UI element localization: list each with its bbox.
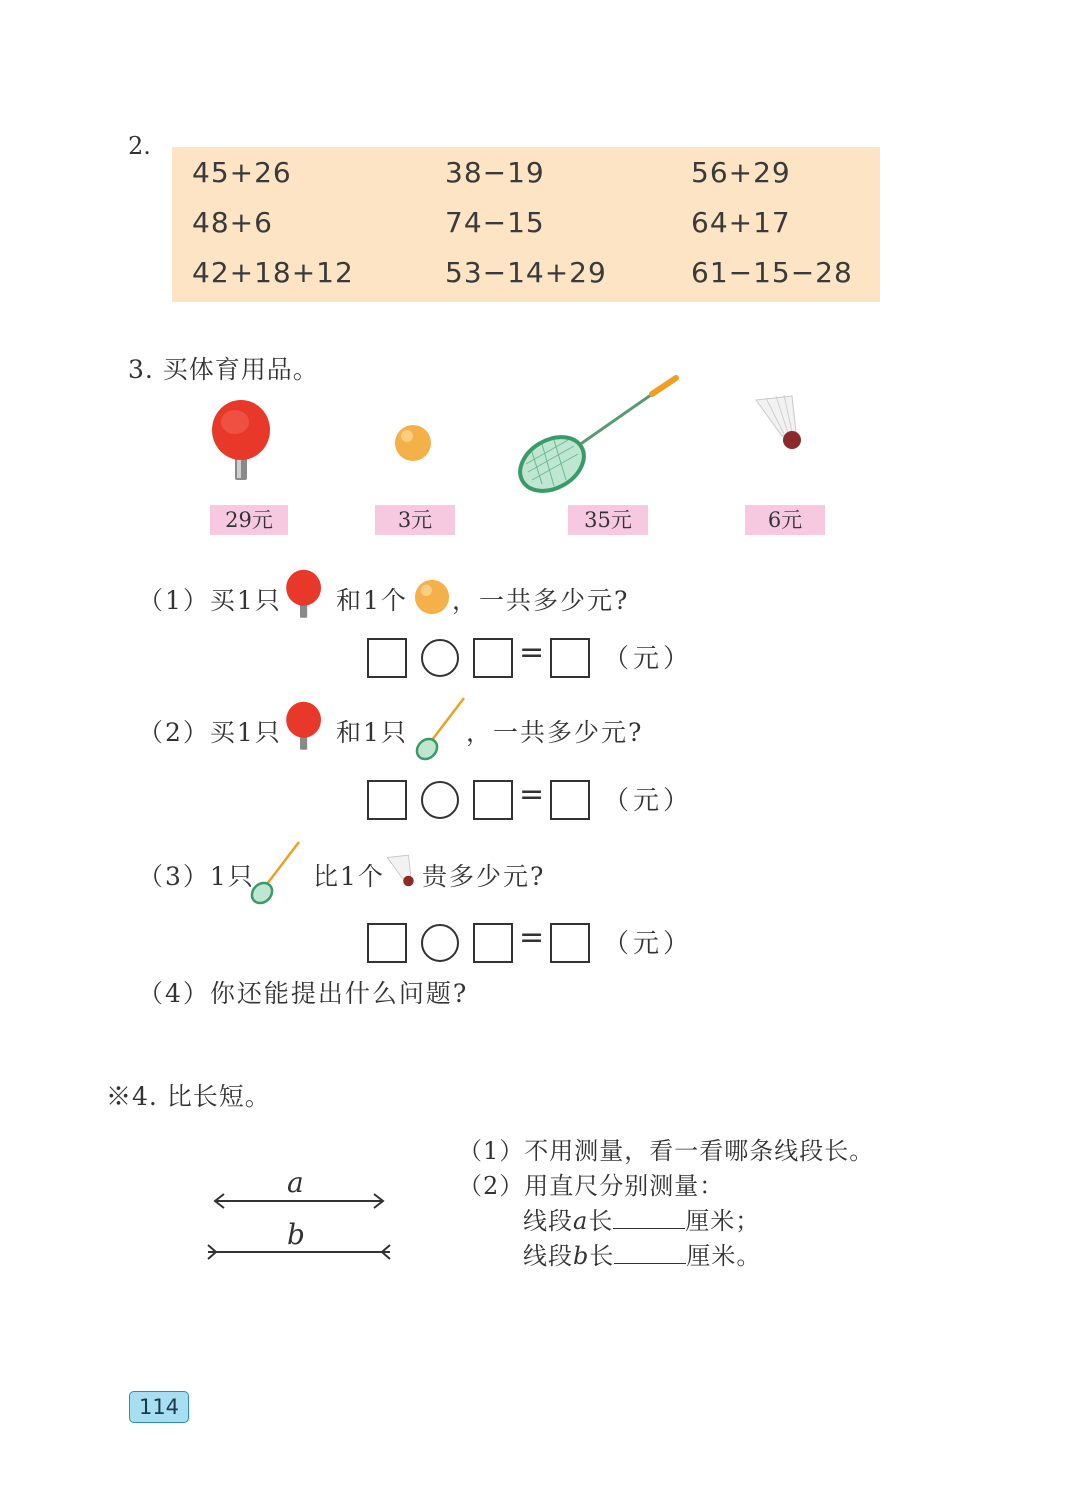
equals-sign: = [519, 920, 545, 955]
ping-pong-paddle-icon [282, 566, 324, 624]
answer-box[interactable] [473, 638, 513, 678]
shuttlecock-icon [385, 852, 419, 890]
price-tag: 29元 [210, 505, 288, 535]
operator-circle[interactable] [421, 924, 459, 962]
segment-b-measure: 线段b长 厘米。 [523, 1242, 762, 1270]
answer-equation-2 [367, 777, 694, 824]
calc-item: 53−14+29 [445, 256, 607, 289]
answer-equation-1 [367, 635, 694, 682]
exercise-3-title: 3. 买体育用品。 [128, 355, 319, 384]
unit-label: （元） [603, 929, 694, 959]
question-3-text-c: 贵多少元? [422, 862, 546, 891]
calc-item: 38−19 [445, 156, 545, 189]
answer-box[interactable] [367, 923, 407, 963]
calc-item: 61−15−28 [691, 256, 853, 289]
question-4-text: （4）你还能提出什么问题? [138, 979, 469, 1008]
badminton-racket-icon [512, 372, 684, 496]
question-1-text-a: （1）买1只 [138, 586, 282, 615]
ping-pong-paddle-icon [282, 698, 324, 756]
calc-item: 45+26 [192, 156, 292, 189]
page-number: 114 [129, 1391, 189, 1423]
segment-a [215, 1194, 383, 1208]
unit-label: （元） [603, 644, 694, 674]
exercise-2-number: 2. [128, 132, 151, 160]
answer-box[interactable] [550, 923, 590, 963]
question-1-text-c: ，一共多少元? [452, 586, 630, 615]
operator-circle[interactable] [421, 639, 459, 677]
badminton-racket-icon [412, 694, 468, 764]
question-3-text-b: 比1个 [313, 862, 385, 891]
answer-box[interactable] [367, 780, 407, 820]
segment-b [208, 1245, 390, 1259]
calc-item: 48+6 [192, 206, 273, 239]
answer-box[interactable] [473, 780, 513, 820]
question-2-text-a: （2）买1只 [138, 718, 282, 747]
price-tag: 6元 [745, 505, 825, 535]
calc-item: 74−15 [445, 206, 545, 239]
answer-blank[interactable] [613, 1210, 685, 1229]
price-tag: 3元 [375, 505, 455, 535]
exercise-4-question-2: （2）用直尺分别测量： [458, 1172, 725, 1200]
answer-equation-3 [367, 920, 694, 967]
equals-sign: = [519, 777, 545, 812]
unit-label: （元） [603, 786, 694, 816]
segment-b-label: b [287, 1218, 306, 1251]
exercise-4-title: ※4. 比长短。 [106, 1082, 271, 1111]
shuttlecock-icon [752, 392, 810, 454]
ping-pong-paddle-icon [205, 398, 275, 486]
question-2-text-c: ，一共多少元? [466, 718, 644, 747]
answer-blank[interactable] [614, 1245, 686, 1264]
comparison-lines [200, 1186, 400, 1262]
ping-pong-ball-icon [393, 423, 433, 463]
answer-box[interactable] [473, 923, 513, 963]
answer-box[interactable] [550, 780, 590, 820]
calculation-box [172, 147, 880, 302]
calc-item: 56+29 [691, 156, 791, 189]
operator-circle[interactable] [421, 781, 459, 819]
answer-box[interactable] [550, 638, 590, 678]
segment-a-measure: 线段a长 厘米； [523, 1207, 761, 1235]
answer-box[interactable] [367, 638, 407, 678]
ping-pong-ball-icon [413, 578, 451, 616]
segment-a-label: a [287, 1166, 305, 1199]
question-1-text-b: 和1个 [336, 586, 408, 615]
calc-item: 64+17 [691, 206, 791, 239]
question-3-text-a: （3）1只 [138, 862, 255, 891]
price-tag: 35元 [568, 505, 648, 535]
calc-item: 42+18+12 [192, 256, 354, 289]
question-2-text-b: 和1只 [336, 718, 408, 747]
equals-sign: = [519, 635, 545, 670]
badminton-racket-icon [247, 838, 303, 908]
exercise-4-question-1: （1）不用测量，看一看哪条线段长。 [458, 1137, 875, 1165]
